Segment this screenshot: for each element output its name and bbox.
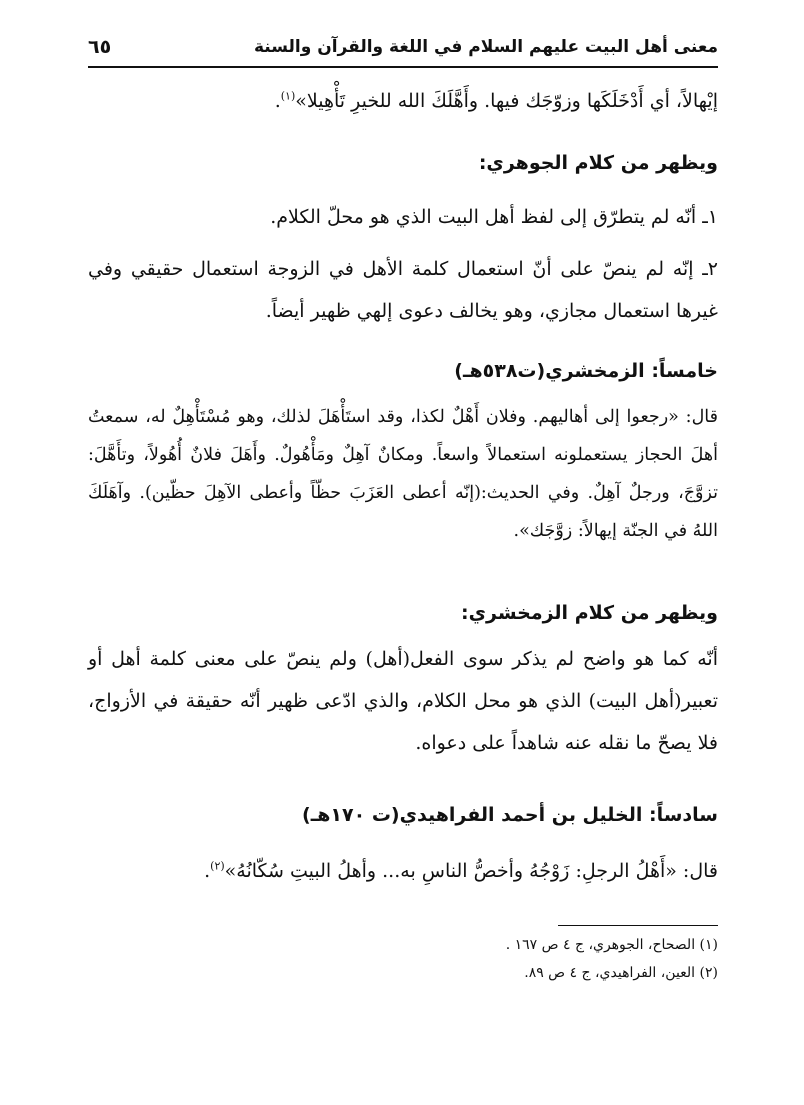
zamakhshari-heading [88,356,718,386]
footnote-ref-1[interactable]: (١) [280,89,296,103]
header-rule [88,66,718,68]
zamakhshari-quote: قال: «رجعوا إلى أهاليهم. وفلان أَهْلٌ لكذا، وقد استَأْهَلَ لذلك، وهو مُسْتَأْهِلٌ له، سمعتُ أهلَ الحجاز يستعملونه استعمالاً واسعاً. ومكانٌ آهِلٌ ومَأْهُولٌ. وأَهَلَ فلانٌ أُهُولاً، وتأَهَّلَ: تزوَّجَ، ورجلٌ آهِلٌ. وفي الحديث:(إنّه أعطى العَزَبَ حظّاً وأعطى الآهِلَ حظّين). وآهَلَكَ اللهُ في الجنّة إيهالاً: زوَّجَك». [88,407,718,541]
jawhari-section-heading: ويظهر من كلام الجوهري: [478,152,718,174]
point-two: ٢ـ إنّه لم ينصّ على أنّ استعمال كلمة الأهل في الزوجة استعمال حقيقي وفي غيرها استعمال مجازي، وهو يخالف دعوى إلهي ظهير أيضاً. [88,258,718,322]
footnote-rule [558,925,718,926]
footnote-2: (٢) العين، الفراهيدي، ج ٤ ص ٨٩. [524,965,718,981]
running-header-title: معنى أهل البيت عليهم السلام في اللغة والقرآن والسنة [253,37,718,57]
page-number: ٦٥ [88,36,112,58]
running-header [88,32,718,62]
zamakhshari-name: الزمخشري(ت٥٣٨هـ) [454,360,645,382]
book-page [88,0,718,1105]
zamakhshari-ordinal: خامساً: [651,360,718,382]
footnote-ref-2[interactable]: (٢) [210,859,225,873]
khalil-ordinal: سادساً: [649,804,718,826]
zamakhshari-analysis-heading: ويظهر من كلام الزمخشري: [460,602,718,624]
khalil-heading [88,800,718,830]
continued-quote-line: إيْهالاً، أي أَدْخَلَكَها وزوّجَك فيها. وأَهَّلَكَ الله للخيرِ تَأْهِيلا»$^{(١)}$. [274,89,718,112]
khalil-name: الخليل بن أحمد الفراهيدي(ت ١٧٠هـ) [302,804,643,826]
zamakhshari-analysis: أنّه كما هو واضح لم يذكر سوى الفعل(أهل) ولم ينصّ على معنى كلمة أهل أو تعبير(أهل البيت) الذي هو محل الكلام، والذي ادّعى ظهير أنّه حقيقة في الأزواج، فلا يصحّ ما نقله عنه شاهداً على دعواه. [88,648,718,754]
footnote-1: (١) الصحاح، الجوهري، ج ٤ ص ١٦٧ . [505,937,718,953]
point-one: ١ـ أنّه لم يتطرّق إلى لفظ أهل البيت الذي هو محلّ الكلام. [270,206,718,228]
khalil-quote: قال: «أَهْلُ الرجلِ: زَوْجُهُ وأخصُّ الناسِ به... وأهلُ البيتِ سُكّانُهُ»$^{(٢)}$. [204,859,718,882]
